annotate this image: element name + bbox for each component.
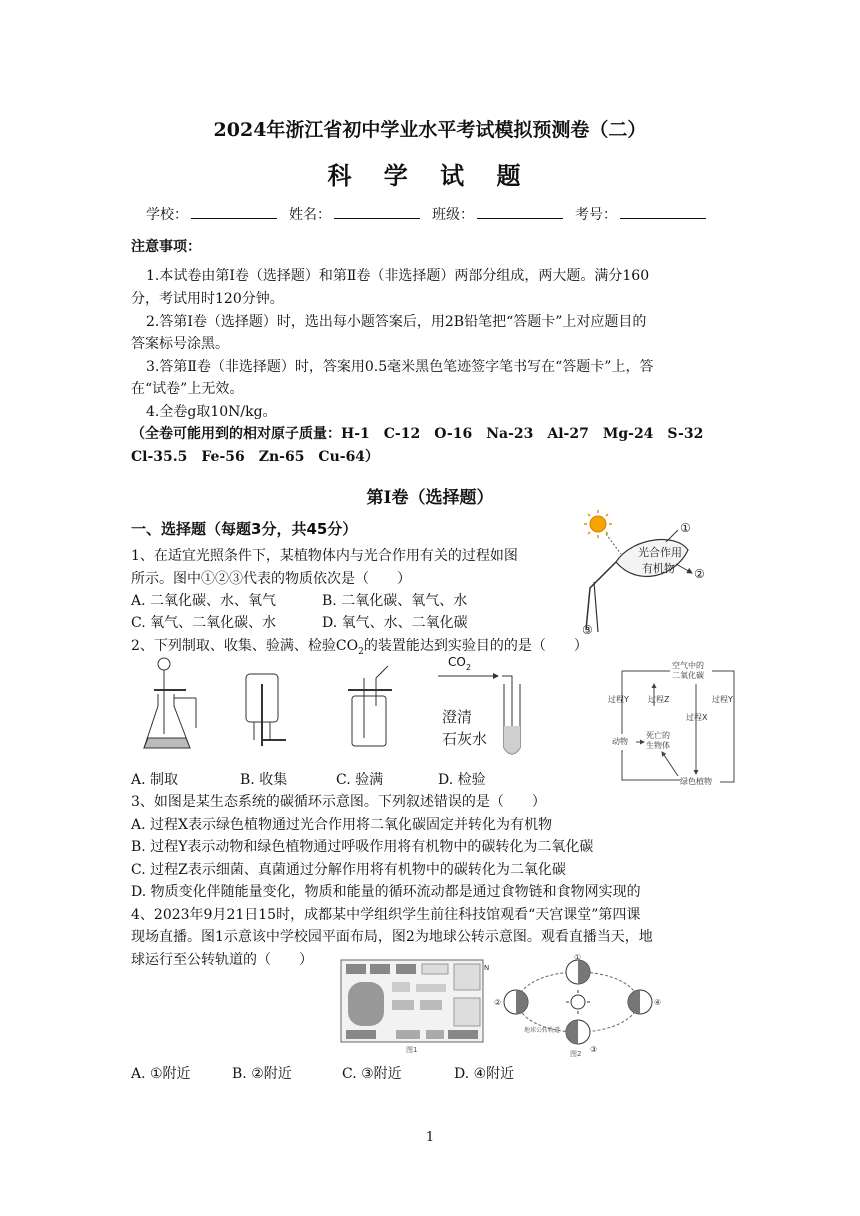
number-blank[interactable] [620, 205, 706, 219]
info-fields [146, 204, 718, 224]
cc-dead-2: 生物体 [646, 741, 670, 750]
co2-label-sub: 2 [466, 663, 472, 672]
q2-stem-post: 的装置能达到实验目的的是（ ） [363, 638, 588, 654]
class-blank[interactable] [477, 205, 563, 219]
q2-stem [131, 635, 588, 657]
school-label: 学校： [146, 207, 188, 223]
fig1-mark-2: ② [694, 567, 705, 581]
cc-process-y-right: 过程Y [712, 695, 733, 704]
q4-stem-c: 球运行至公转轨道的（ ） [131, 952, 313, 968]
page-number: 1 [425, 1130, 435, 1145]
orbit-mark-3: ③ [590, 1045, 598, 1054]
orbit-mark-2: ② [494, 998, 502, 1007]
q2-option-a[interactable]: A. 制取 [131, 772, 179, 788]
orbit-mark-4: ④ [654, 998, 662, 1007]
q4-option-c[interactable]: C. ③附近 [342, 1066, 402, 1082]
q2-stem-pre: 2、下列制取、收集、验满、检验CO [131, 638, 359, 654]
q4-orbit-figure [494, 954, 664, 1058]
school-blank[interactable] [191, 205, 277, 219]
class-label: 班级： [432, 207, 474, 223]
exam-title: 2024年浙江省初中学业水平考试模拟预测卷（二） [213, 119, 647, 141]
q1-option-a[interactable]: A. 二氧化碳、水、氧气 [131, 593, 277, 609]
q2-option-d[interactable]: D. 检验 [438, 772, 486, 788]
q2-apparatus-figure [136, 656, 536, 766]
atomic-masses-line-2: Cl-35.5 Fe-56 Zn-65 Cu-64） [131, 449, 380, 465]
q4-option-b[interactable]: B. ②附近 [232, 1066, 292, 1082]
earth-position-3 [566, 1020, 590, 1044]
limewater-label-2: 石灰水 [442, 730, 488, 748]
q3-option-c[interactable]: C. 过程Z表示细菌、真菌通过分解作用将有机物中的碳转化为二氧化碳 [131, 862, 566, 878]
sun-icon [584, 510, 612, 538]
subject-title: 科 学 试 题 [327, 161, 533, 190]
q1-option-b[interactable]: B. 二氧化碳、氧气、水 [322, 593, 468, 609]
cc-animal: 动物 [612, 737, 628, 746]
fig1-label-organic: 有机物 [642, 562, 675, 575]
earth-position-4 [628, 990, 652, 1014]
fig1-mark-1: ① [680, 521, 691, 535]
name-label: 姓名： [289, 207, 331, 223]
notice-item-1b: 分，考试用时120分钟。 [131, 291, 284, 307]
q1-photosynthesis-figure [576, 510, 720, 638]
q2-option-b[interactable]: B. 收集 [240, 772, 288, 788]
section-title: 第Ⅰ卷（选择题） [366, 488, 494, 508]
q3-option-b[interactable]: B. 过程Y表示动物和绿色植物通过呼吸作用将有机物中的碳转化为二氧化碳 [131, 839, 594, 855]
cc-process-y-left: 过程Y [608, 695, 629, 704]
notice-item-1a: 1.本试卷由第Ⅰ卷（选择题）和第Ⅱ卷（非选择题）两部分组成，两大题。满分160 [146, 268, 650, 284]
earth-position-2 [504, 990, 528, 1014]
cc-dead-1: 死亡的 [646, 731, 670, 740]
q4-stem-b: 现场直播。图1示意该中学校园平面布局，图2为地球公转示意图。观看直播当天，地 [131, 929, 653, 945]
fig1-label-photo: 光合作用 [638, 546, 682, 559]
name-blank[interactable] [334, 205, 420, 219]
notice-heading: 注意事项： [131, 239, 201, 255]
number-label: 考号： [575, 207, 617, 223]
q4-option-d[interactable]: D. ④附近 [454, 1066, 515, 1082]
flask-apparatus [144, 658, 196, 748]
orbit-label: 地球公转轨道 [524, 1027, 561, 1034]
fig2-caption: 图2 [570, 1050, 582, 1058]
q3-option-d[interactable]: D. 物质变化伴随能量变化，物质和能量的循环流动都是通过食物链和食物网实现的 [131, 884, 641, 900]
q1-stem-a: 1、在适宜光照条件下，某植物体内与光合作用有关的过程如图 [131, 548, 518, 564]
co2-label: CO [448, 656, 466, 669]
cc-plant: 绿色植物 [680, 777, 712, 786]
q3-stem: 3、如图是某生态系统的碳循环示意图。下列叙述错误的是（ ） [131, 794, 546, 810]
q3-option-a[interactable]: A. 过程X表示绿色植物通过光合作用将二氧化碳固定并转化为有机物 [131, 817, 552, 833]
earth-position-1 [566, 960, 590, 984]
fig1-mark-3: ③ [582, 623, 593, 637]
collection-bottle [246, 674, 286, 746]
north-label: N [484, 964, 490, 972]
test-tube [438, 656, 520, 754]
fig1-caption: 图1 [406, 1046, 418, 1054]
q1-option-c[interactable]: C. 氧气、二氧化碳、水 [131, 615, 277, 631]
q1-option-d[interactable]: D. 氧气、水、二氧化碳 [322, 615, 468, 631]
cc-air-1: 空气中的 [672, 661, 704, 670]
cc-process-z: 过程Z [648, 695, 670, 704]
cc-process-x: 过程X [686, 713, 708, 722]
notice-item-2b: 答案标号涂黑。 [131, 336, 229, 352]
cc-air-2: 二氧化碳 [672, 671, 704, 680]
orbit-mark-1: ① [574, 954, 582, 962]
q3-carbon-cycle-figure [600, 656, 750, 788]
atomic-masses-line-1: （全卷可能用到的相对原子质量：H-1 C-12 O-16 Na-23 Al-27 Mg-24 S-32 [131, 426, 704, 442]
q4-option-a[interactable]: A. ①附近 [131, 1066, 191, 1082]
q1-stem-b: 所示。图中①②③代表的物质依次是（ ） [131, 571, 411, 587]
q2-option-c[interactable]: C. 验满 [336, 772, 384, 788]
gas-jar [348, 666, 392, 746]
q4-campus-map [340, 958, 490, 1056]
notice-item-3a: 3.答第Ⅱ卷（非选择题）时，答案用0.5毫米黑色笔迹签字笔书写在“答题卡”上，答 [146, 359, 654, 375]
sun-icon [566, 990, 590, 1014]
notice-item-2a: 2.答第Ⅰ卷（选择题）时，选出每小题答案后，用2B铅笔把“答题卡”上对应题目的 [146, 314, 647, 330]
limewater-label-1: 澄清 [442, 708, 473, 726]
part1-title: 一、选择题（每题3分，共45分） [131, 520, 358, 538]
q4-stem-a: 4、2023年9月21日15时，成都某中学组织学生前往科技馆观看“天宫课堂”第四课 [131, 907, 641, 923]
notice-item-3b: 在“试卷”上无效。 [131, 381, 244, 397]
notice-item-4: 4.全卷g取10N/kg。 [146, 404, 277, 420]
q2-stem-sub: 2 [358, 646, 364, 657]
